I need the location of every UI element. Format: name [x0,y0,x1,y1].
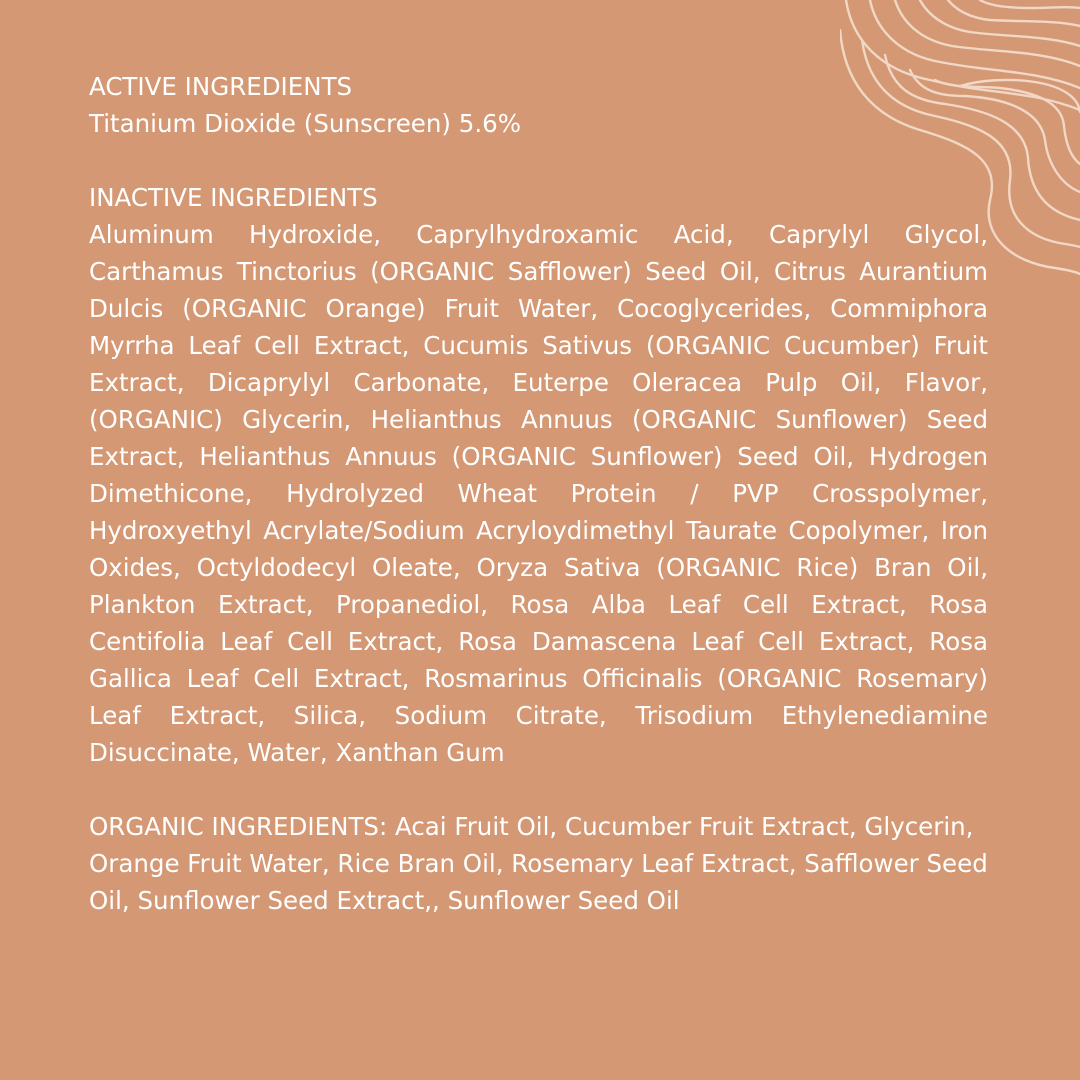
active-ingredients-text: Titanium Dioxide (Sunscreen) 5.6% [89,109,521,138]
inactive-ingredients-section [89,179,988,771]
inactive-ingredients-text: Aluminum Hydroxide, Caprylhydroxamic Acid, Caprylyl Glycol, Carthamus Tinctorius (ORGANIC Safflower) Seed Oil, Citrus Aurantium Dulcis (ORGANIC Orange) Fruit Water, Cocoglycerides, Commiphora Myrrha Leaf Cell Extract, Cucumis Sativus (ORGANIC Cucumber) Fruit Extract, Dicaprylyl Carbonate, Euterpe Oleracea Pulp Oil, Flavor, (ORGANIC) Glycerin, Helianthus Annuus (ORGANIC Sunflower) Seed Extract, Helianthus Annuus (ORGANIC Sunflower) Seed Oil, Hydrogen Dimethicone, Hydrolyzed Wheat Protein / PVP Crosspolymer, Hydroxyethyl Acrylate/Sodium Acryloydimethyl Taurate Copolymer, Iron Oxides, Octyldodecyl Oleate, Oryza Sativa (ORGANIC Rice) Bran Oil, Plankton Extract, Propanediol, Rosa Alba Leaf Cell Extract, Rosa Centifolia Leaf Cell Extract, Rosa Damascena Leaf Cell Extract, Rosa Gallica Leaf Cell Extract, Rosmarinus Officinalis (ORGANIC Rosemary) Leaf Extract, Silica, Sodium Citrate, Trisodium Ethylenediamine Disuccinate, Water, Xanthan Gum [89,220,988,767]
active-ingredients-heading: ACTIVE INGREDIENTS [89,72,353,101]
inactive-ingredients-heading: INACTIVE INGREDIENTS [89,183,378,212]
organic-ingredients-text: ORGANIC INGREDIENTS: Acai Fruit Oil, Cucumber Fruit Extract, Glycerin, Orange Fruit Water, Rice Bran Oil, Rosemary Leaf Extract, Safflower Seed Oil, Sunflower Seed Extract,, Sunflower Seed Oil [89,812,988,915]
active-ingredients-section [89,68,988,142]
ingredients-panel [89,68,988,919]
organic-ingredients-section [89,808,988,919]
